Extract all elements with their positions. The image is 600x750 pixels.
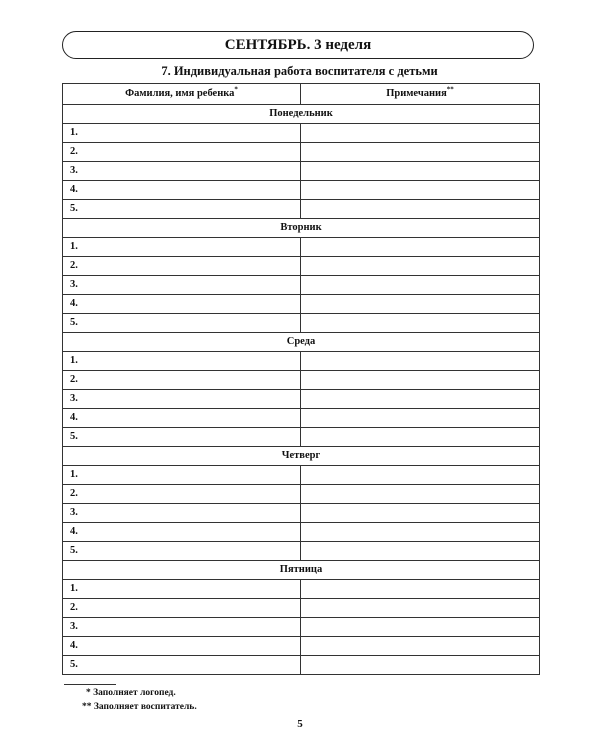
day-row-friday bbox=[63, 561, 540, 580]
notes-cell[interactable] bbox=[301, 542, 540, 561]
table-row bbox=[63, 618, 540, 637]
row-number: 3. bbox=[63, 504, 301, 523]
day-label: Пятница bbox=[63, 561, 540, 580]
notes-cell[interactable] bbox=[301, 428, 540, 447]
row-number: 2. bbox=[63, 599, 301, 618]
table-row bbox=[63, 371, 540, 390]
row-number: 2. bbox=[63, 485, 301, 504]
row-number: 1. bbox=[63, 466, 301, 485]
notes-cell[interactable] bbox=[301, 371, 540, 390]
notes-cell[interactable] bbox=[301, 143, 540, 162]
day-label: Четверг bbox=[63, 447, 540, 466]
notes-cell[interactable] bbox=[301, 485, 540, 504]
row-number: 3. bbox=[63, 390, 301, 409]
day-row-thursday bbox=[63, 447, 540, 466]
day-row-tuesday bbox=[63, 219, 540, 238]
table-row bbox=[63, 238, 540, 257]
notes-cell[interactable] bbox=[301, 390, 540, 409]
table-row bbox=[63, 523, 540, 542]
row-number: 3. bbox=[63, 276, 301, 295]
table-row bbox=[63, 466, 540, 485]
row-number: 5. bbox=[63, 200, 301, 219]
row-number: 4. bbox=[63, 637, 301, 656]
footnote-mark: ** bbox=[446, 85, 454, 94]
page-header-banner bbox=[62, 31, 534, 59]
footnote-divider bbox=[64, 684, 116, 685]
table-row bbox=[63, 504, 540, 523]
day-row-wednesday bbox=[63, 333, 540, 352]
day-label: Среда bbox=[63, 333, 540, 352]
table-row bbox=[63, 580, 540, 599]
column-header-child-name: Фамилия, имя ребенка* bbox=[63, 84, 301, 105]
table-row bbox=[63, 143, 540, 162]
section-title: 7. Индивидуальная работа воспитателя с детьми bbox=[161, 64, 438, 78]
table-row bbox=[63, 124, 540, 143]
footnote-1: * Заполняет логопед. bbox=[86, 688, 176, 698]
table-row bbox=[63, 542, 540, 561]
notes-cell[interactable] bbox=[301, 314, 540, 333]
table-row bbox=[63, 637, 540, 656]
notes-cell[interactable] bbox=[301, 656, 540, 675]
row-number: 1. bbox=[63, 124, 301, 143]
notes-cell[interactable] bbox=[301, 466, 540, 485]
row-number: 1. bbox=[63, 238, 301, 257]
notes-cell[interactable] bbox=[301, 409, 540, 428]
notes-cell[interactable] bbox=[301, 352, 540, 371]
page-number: 5 bbox=[297, 718, 303, 730]
notes-cell[interactable] bbox=[301, 618, 540, 637]
notes-cell[interactable] bbox=[301, 181, 540, 200]
notes-cell[interactable] bbox=[301, 523, 540, 542]
notes-cell[interactable] bbox=[301, 238, 540, 257]
day-label: Вторник bbox=[63, 219, 540, 238]
row-number: 5. bbox=[63, 656, 301, 675]
row-number: 2. bbox=[63, 257, 301, 276]
table-row bbox=[63, 181, 540, 200]
notes-cell[interactable] bbox=[301, 200, 540, 219]
notes-cell[interactable] bbox=[301, 637, 540, 656]
table-row bbox=[63, 162, 540, 181]
table-row bbox=[63, 276, 540, 295]
table-row bbox=[63, 257, 540, 276]
footnote-2: ** Заполняет воспитатель. bbox=[82, 702, 197, 712]
row-number: 1. bbox=[63, 580, 301, 599]
row-number: 3. bbox=[63, 618, 301, 637]
table-row bbox=[63, 428, 540, 447]
work-table bbox=[62, 83, 540, 675]
day-row-monday bbox=[63, 105, 540, 124]
notes-cell[interactable] bbox=[301, 162, 540, 181]
footnote-mark: * bbox=[234, 85, 238, 94]
notes-cell[interactable] bbox=[301, 257, 540, 276]
row-number: 4. bbox=[63, 181, 301, 200]
row-number: 5. bbox=[63, 428, 301, 447]
table-row bbox=[63, 409, 540, 428]
row-number: 5. bbox=[63, 542, 301, 561]
notes-cell[interactable] bbox=[301, 580, 540, 599]
table-row bbox=[63, 352, 540, 371]
notes-cell[interactable] bbox=[301, 599, 540, 618]
table-row bbox=[63, 314, 540, 333]
row-number: 4. bbox=[63, 295, 301, 314]
table-row bbox=[63, 200, 540, 219]
day-label: Понедельник bbox=[63, 105, 540, 124]
row-number: 5. bbox=[63, 314, 301, 333]
notes-cell[interactable] bbox=[301, 295, 540, 314]
row-number: 3. bbox=[63, 162, 301, 181]
table-header-row bbox=[63, 84, 540, 105]
row-number: 4. bbox=[63, 409, 301, 428]
table-row bbox=[63, 295, 540, 314]
table-row bbox=[63, 485, 540, 504]
notes-cell[interactable] bbox=[301, 124, 540, 143]
row-number: 1. bbox=[63, 352, 301, 371]
notes-cell[interactable] bbox=[301, 504, 540, 523]
page-header-title: СЕНТЯБРЬ. 3 неделя bbox=[224, 36, 372, 53]
table-row bbox=[63, 599, 540, 618]
table-row bbox=[63, 390, 540, 409]
row-number: 4. bbox=[63, 523, 301, 542]
notes-cell[interactable] bbox=[301, 276, 540, 295]
row-number: 2. bbox=[63, 143, 301, 162]
table-row bbox=[63, 656, 540, 675]
row-number: 2. bbox=[63, 371, 301, 390]
column-header-notes: Примечания** bbox=[301, 84, 540, 105]
